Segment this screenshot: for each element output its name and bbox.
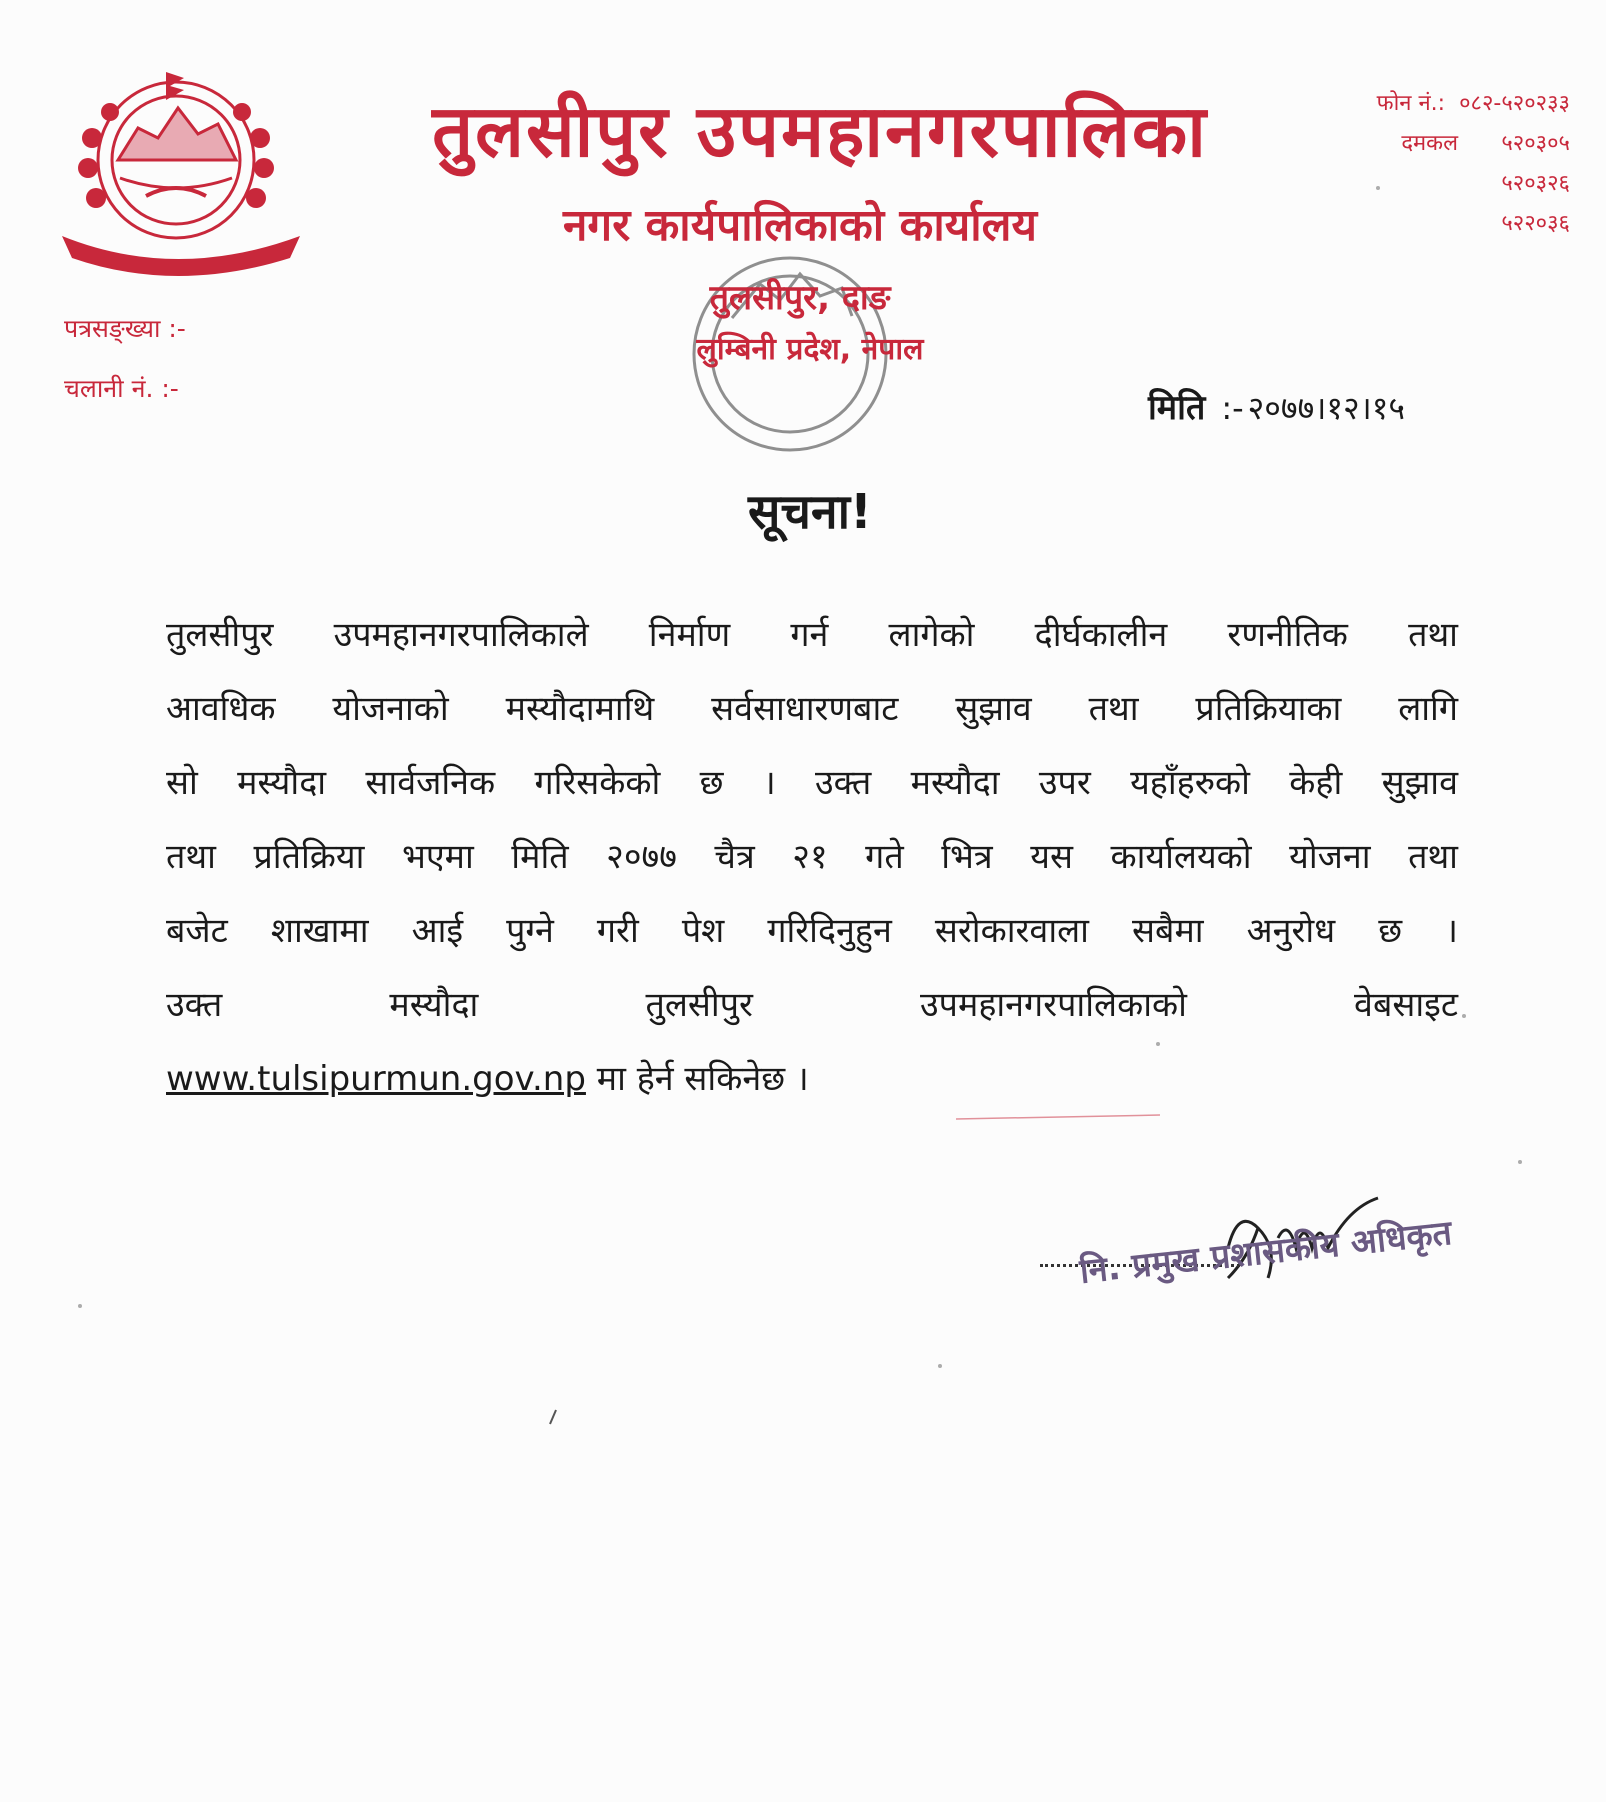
notice-line: सो मस्यौदा सार्वजनिक गरिसकेको छ । उक्त मस्यौदा उपर यहाँहरुको केही सुझाव <box>166 763 1458 803</box>
phone-row <box>1300 84 1570 124</box>
municipality-title: तुलसीपुर उपमहानगरपालिका <box>432 89 1208 173</box>
fire-row <box>1300 164 1570 204</box>
notice-line: आवधिक योजनाको मस्यौदामाथि सर्वसाधारणबाट सुझाव तथा प्रतिक्रियाका लागि <box>166 689 1458 729</box>
date-separator: :- <box>1221 389 1244 427</box>
notice-body <box>166 598 1458 1116</box>
fire-number: ५२२०३६ <box>1501 211 1570 236</box>
notice-line: तथा प्रतिक्रिया भएमा मिति २०७७ चैत्र २१ गते भित्र यस कार्यालयको योजना तथा <box>166 837 1458 877</box>
notice-heading: सूचना! <box>748 484 872 540</box>
dispatch-number-label: चलानी नं. :- <box>64 374 179 403</box>
website-link[interactable]: www.tulsipurmun.gov.np <box>166 1059 586 1099</box>
closing-text: मा हेर्न सकिनेछ । <box>596 1059 809 1099</box>
fire-row <box>1300 204 1570 244</box>
date-value: २०७७।१२।१५ <box>1247 389 1406 427</box>
notice-line: उक्त मस्यौदा तुलसीपुर उपमहानगरपालिकाको वेबसाइट <box>166 985 1458 1025</box>
office-location: तुलसीपुर, दाङ <box>709 278 891 318</box>
reference-number-label: पत्रसङ्ख्या :- <box>64 314 186 343</box>
office-province: लुम्बिनी प्रदेश, नेपाल <box>696 332 924 367</box>
phone-label: फोन नं.: <box>1376 91 1446 116</box>
phone-number: ०८२-५२०२३३ <box>1459 91 1570 116</box>
fire-number: ५२०३२६ <box>1501 171 1570 196</box>
office-subtitle: नगर कार्यपालिकाको कार्यालय <box>563 200 1037 251</box>
notice-line: बजेट शाखामा आई पुग्ने गरी पेश गरिदिनुहुन सरोकारवाला सबैमा अनुरोध छ । <box>166 911 1458 951</box>
notice-line: तुलसीपुर उपमहानगरपालिकाले निर्माण गर्न लागेको दीर्घकालीन रणनीतिक तथा <box>166 615 1458 655</box>
notice-closing-line <box>166 1042 1458 1116</box>
notice-date <box>1148 386 1405 430</box>
date-label: मिति <box>1148 388 1206 428</box>
fire-row <box>1300 124 1570 164</box>
fire-number: ५२०३०५ <box>1501 131 1570 156</box>
nepal-emblem-icon <box>58 68 304 280</box>
contact-block <box>1300 84 1570 244</box>
signatory-title: नि. प्रमुख प्रशासकीय अधिकृत <box>1077 1213 1454 1292</box>
fire-label: दमकल <box>1401 131 1458 156</box>
